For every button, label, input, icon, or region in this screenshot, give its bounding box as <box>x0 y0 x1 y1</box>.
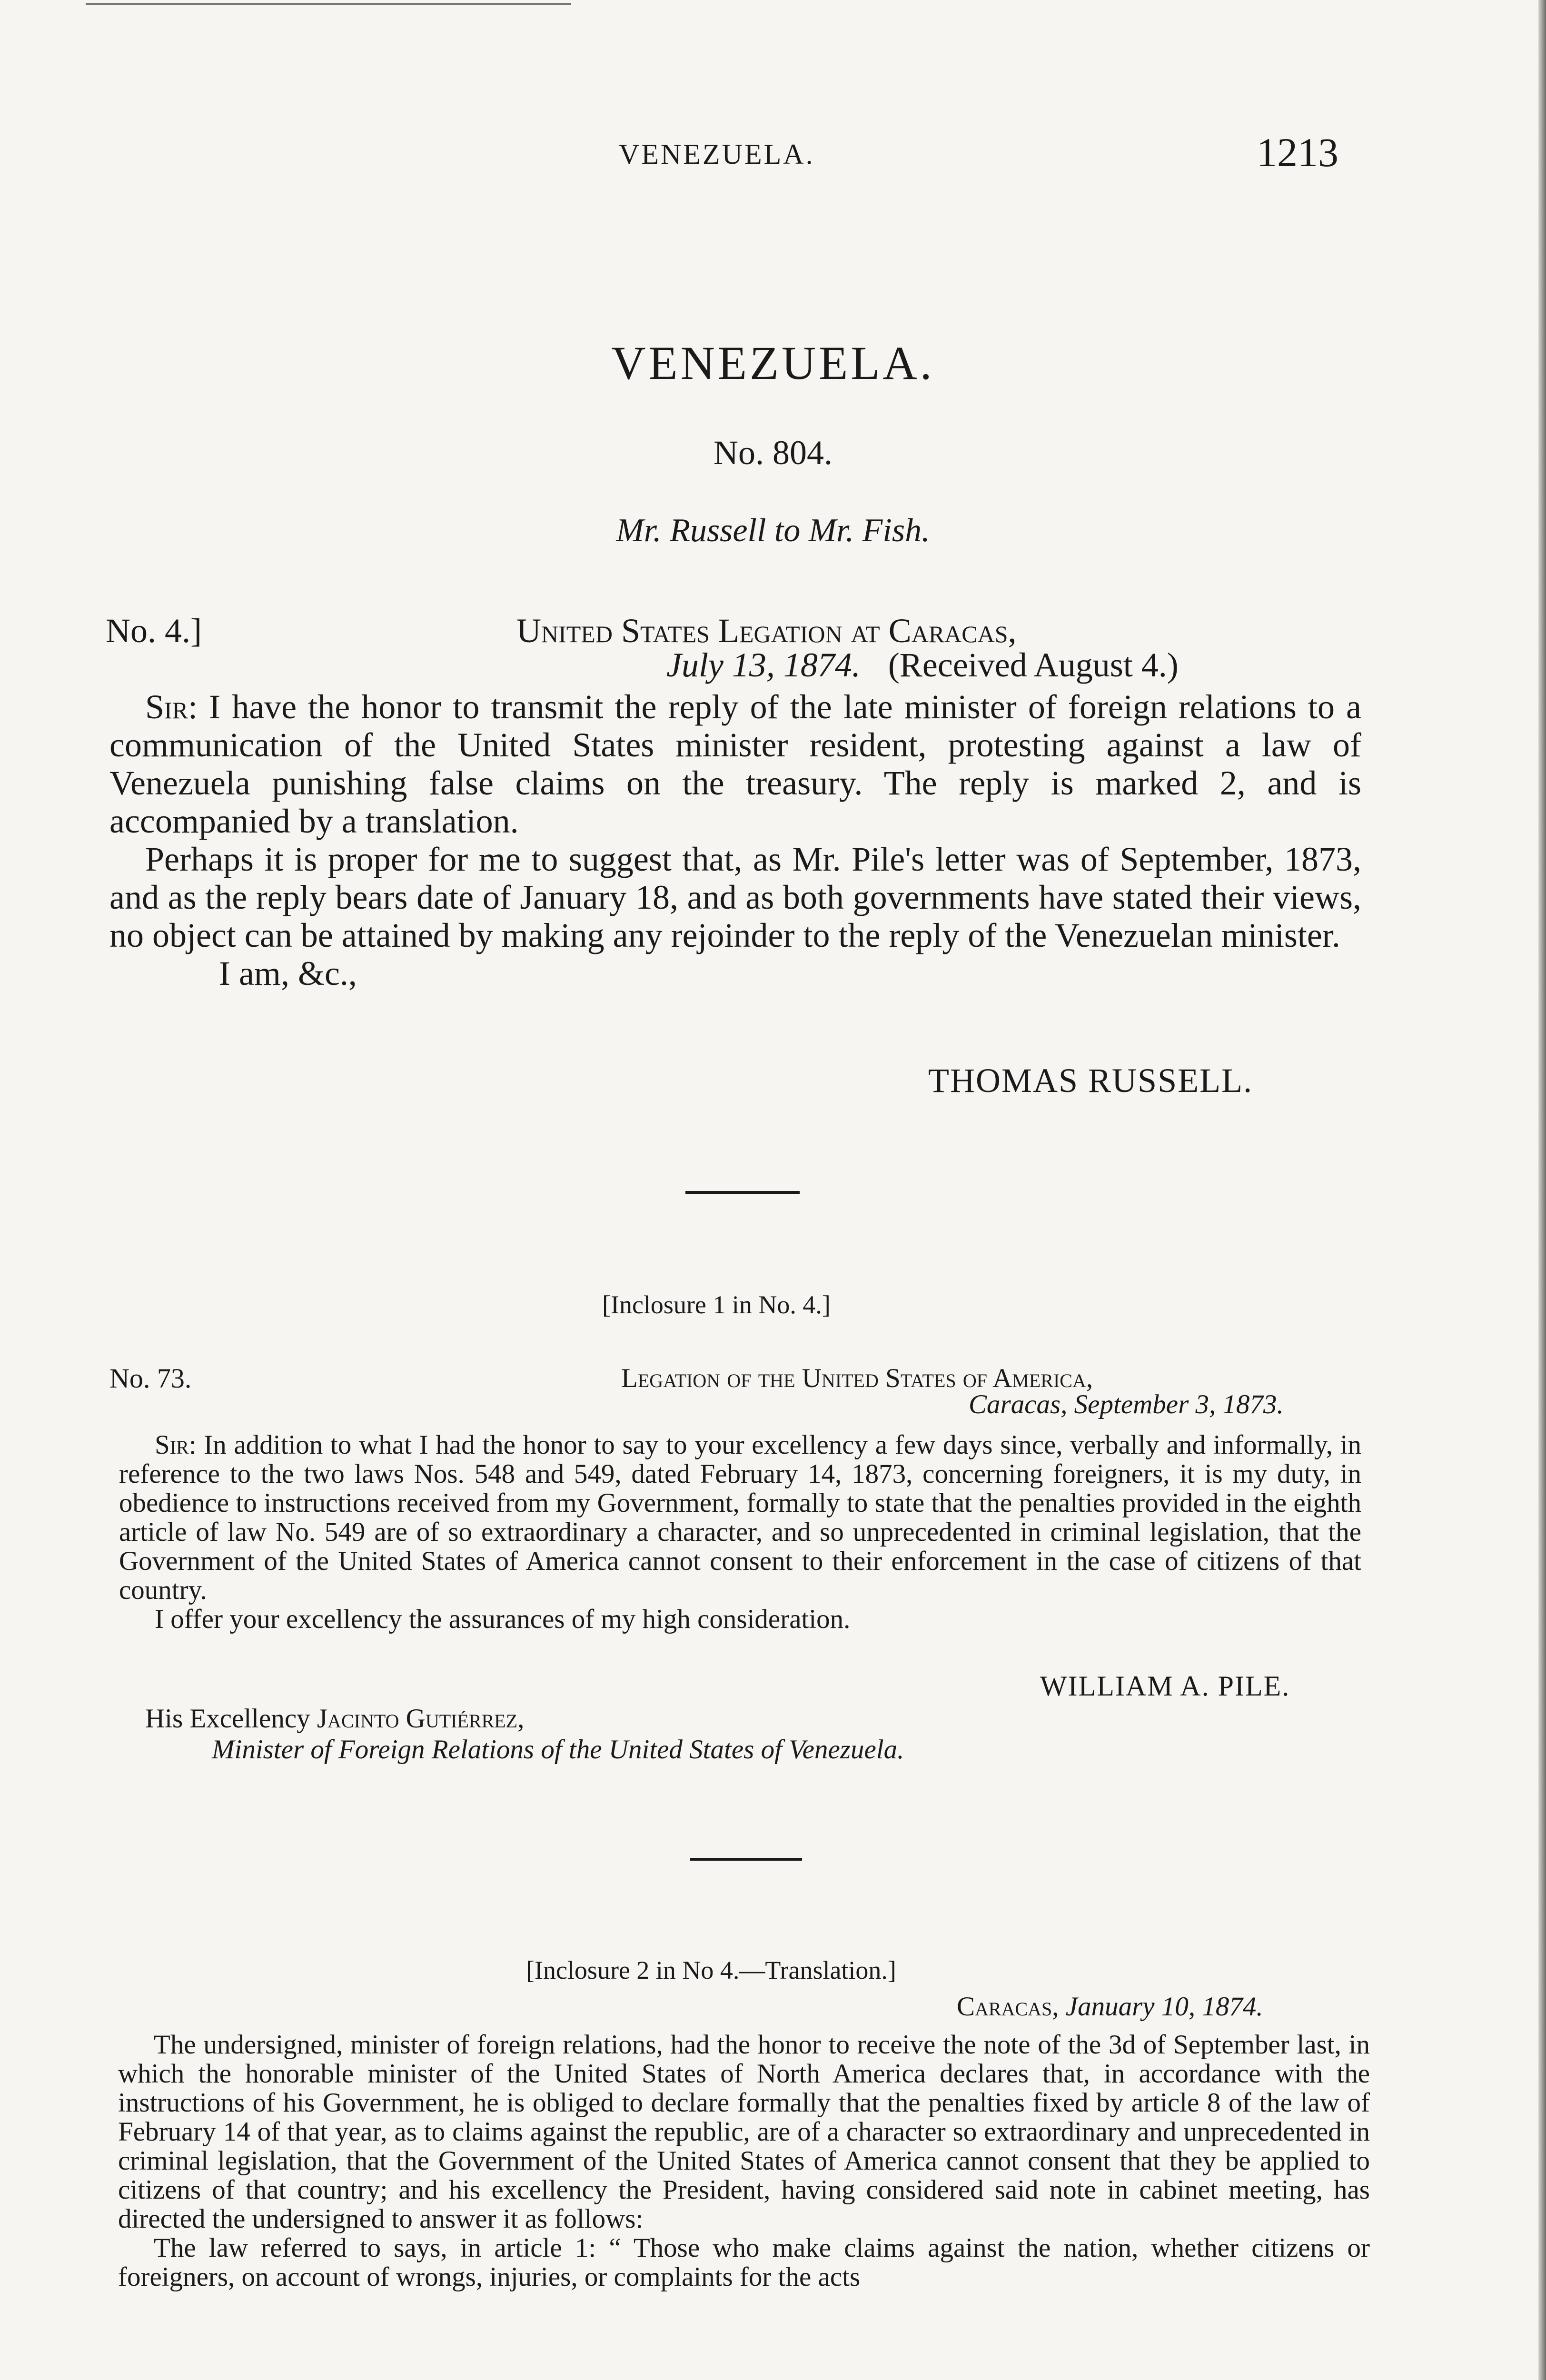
salutation: Sir: <box>155 1430 197 1460</box>
letter-place: Legation of the United States of America, <box>621 1363 1093 1393</box>
paragraph-text: Perhaps it is proper for me to suggest that, as Mr. Pile's letter was of September, 1873, and as the reply bears date of January 18, and as both governments have stated their views, no object can be attained by making any rejoinder to the reply of the Venezuelan minister. <box>109 840 1361 954</box>
letter-paragraph <box>109 688 1361 840</box>
letter-date: January 10, 1874. <box>1065 1992 1263 2022</box>
salutation: Sir: <box>145 688 198 726</box>
enclosure-caption: [Inclosure 1 in No. 4.] <box>602 1290 831 1319</box>
enclosure-caption: [Inclosure 2 in No 4.—Translation.] <box>526 1956 896 1984</box>
letter-place: Caracas, <box>957 1992 1059 2022</box>
signature: WILLIAM A. PILE. <box>1040 1670 1290 1702</box>
paragraph-text: I have the honor to transmit the reply of the late minister of foreign relations to a communication of the United States minister resident, protesting against a law of Venezuela punishing false claims on the treasury. The reply is marked 2, and is accompanied by a translation. <box>109 688 1362 840</box>
document-number: No. 804. <box>714 434 832 472</box>
letter-paragraph <box>119 1430 1361 1605</box>
signature: THOMAS RUSSELL. <box>928 1061 1253 1100</box>
section-divider <box>690 1858 802 1861</box>
letter-body <box>118 2030 1370 2291</box>
letter-paragraph: I offer your excellency the assurances of my high consideration. <box>155 1604 851 1634</box>
letter-paragraph: The undersigned, minister of foreign relations, had the honor to receive the note of the 3d of September last, in which the honorable minister of the United States of North America declares that, in accordance with the instructions of his Government, he is obliged to declare formally that the penalties fixed by article 8 of the law of February 14 of that year, as to claims against the republic, are of a character so extraordinary and unprecedented in criminal legislation, that the Government of the United States of America cannot consent that they be applied to citizens of that country; and his excellency the President, having considered said note in cabinet meeting, has directed the undersigned to answer it as follows: <box>118 2030 1370 2234</box>
addressee-line <box>145 1704 524 1733</box>
section-title: VENEZUELA. <box>611 337 935 389</box>
running-head: VENEZUELA. <box>619 139 815 170</box>
letter-date: July 13, 1874. <box>666 646 861 684</box>
letter-ref-number: No. 4.] <box>106 612 202 650</box>
top-margin-rule <box>86 3 571 5</box>
letter-date-line <box>666 646 1179 684</box>
sender-line: Mr. Russell to Mr. Fish. <box>616 512 930 549</box>
letter-body <box>119 1430 1361 1634</box>
addressee-prefix: His Excellency <box>145 1704 310 1734</box>
page-number: 1213 <box>1257 129 1338 175</box>
paragraph-text: In addition to what I had the honor to say to your excellency a few days since, verbally and informally, in reference to the two laws Nos. 548 and 549, dated February 14, 1873, concerning foreigners, it is my duty, in obedience to instructions received from my Government, formally to state that the penalties provided in the eighth article of law No. 549 are of so extraordinary a character, and so unprecedented in criminal legislation, that the Government of the United States of America cannot consent to their enforcement in the case of citizens of that country. <box>119 1430 1361 1605</box>
section-divider <box>685 1191 800 1194</box>
letter-paragraph <box>109 840 1361 954</box>
letter-place: United States Legation at Caracas, <box>516 612 1017 650</box>
letter-paragraph: The law referred to says, in article 1: “ Those who make claims against the nation, whether citizens or foreigners, on account of wrongs, injuries, or complaints for the acts <box>118 2233 1370 2292</box>
letter-ref-number: No. 73. <box>109 1363 192 1394</box>
letter-body <box>109 688 1361 992</box>
addressee-name: Jacinto Gutiérrez, <box>317 1704 525 1734</box>
letter-dateline <box>957 1992 1263 2021</box>
letter-date: Caracas, September 3, 1873. <box>969 1389 1284 1419</box>
letter-received: (Received August 4.) <box>888 646 1179 684</box>
addressee-title: Minister of Foreign Relations of the United States of Venezuela. <box>212 1735 904 1765</box>
closing: I am, &c., <box>219 954 357 992</box>
